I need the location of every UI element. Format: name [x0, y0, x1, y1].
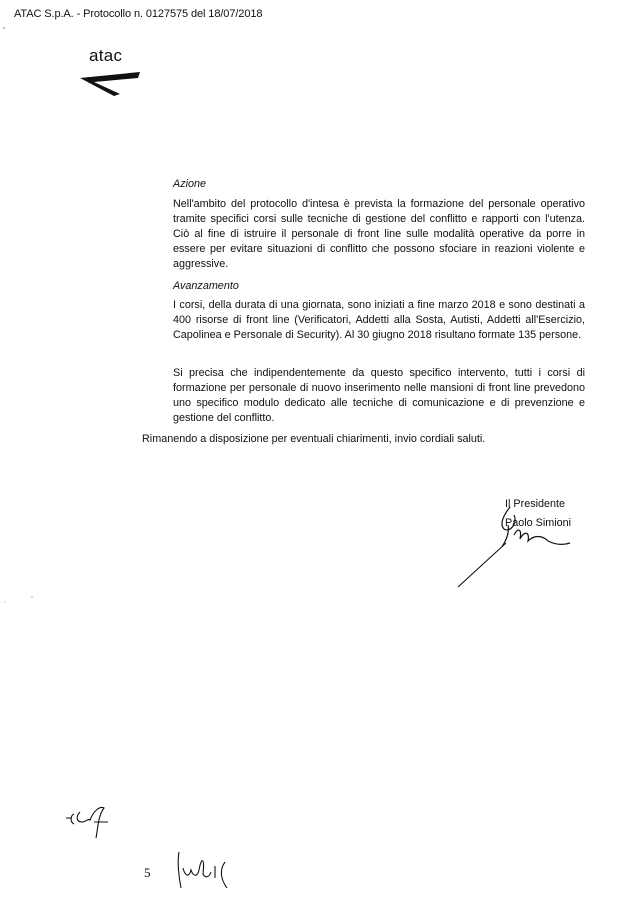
logo-text: atac	[89, 46, 123, 65]
note-paragraph: Si precisa che indipendentemente da questo specifico intervento, tutti i corsi di formazione per personale di nuovo inserimento nelle mansioni di front line prevedono uno specifico modulo dedicato alle tecniche di comunicazione e di prevenzione e gestione del conflitto.	[173, 367, 585, 424]
signatory-name: Paolo Simioni	[505, 517, 572, 529]
signatory-title: Il Presidente	[505, 498, 566, 510]
avanzamento-title: Avanzamento	[173, 280, 239, 292]
protocol-header: ATAC S.p.A. - Protocollo n. 0127575 del 18/07/2018	[14, 8, 263, 20]
azione-title: Azione	[173, 178, 207, 190]
azione-body: Nell'ambito del protocollo d'intesa è prevista la formazione del personale operativo tramite specifici corsi sulle tecniche di gestione del conflitto e rapporti con l'utenza. Ciò al fine di istruire il personale di front line sulle modalità operative da porre in essere per evitare situazioni di conflitto che possono sfociare in reazioni violente e aggressive.	[173, 198, 585, 270]
avanzamento-body: I corsi, della durata di una giornata, sono iniziati a fine marzo 2018 e sono destinati a 400 risorse di front line (Verificatori, Addetti alla Sosta, Autisti, Addetti all'Esercizio, Capolinea e Personale di Security). Al 30 giugno 2018 risultano formate 135 persone.	[173, 299, 585, 341]
closing-line: Rimanendo a disposizione per eventuali chiarimenti, invio cordiali saluti.	[142, 433, 486, 445]
page-number: 5	[144, 865, 151, 880]
